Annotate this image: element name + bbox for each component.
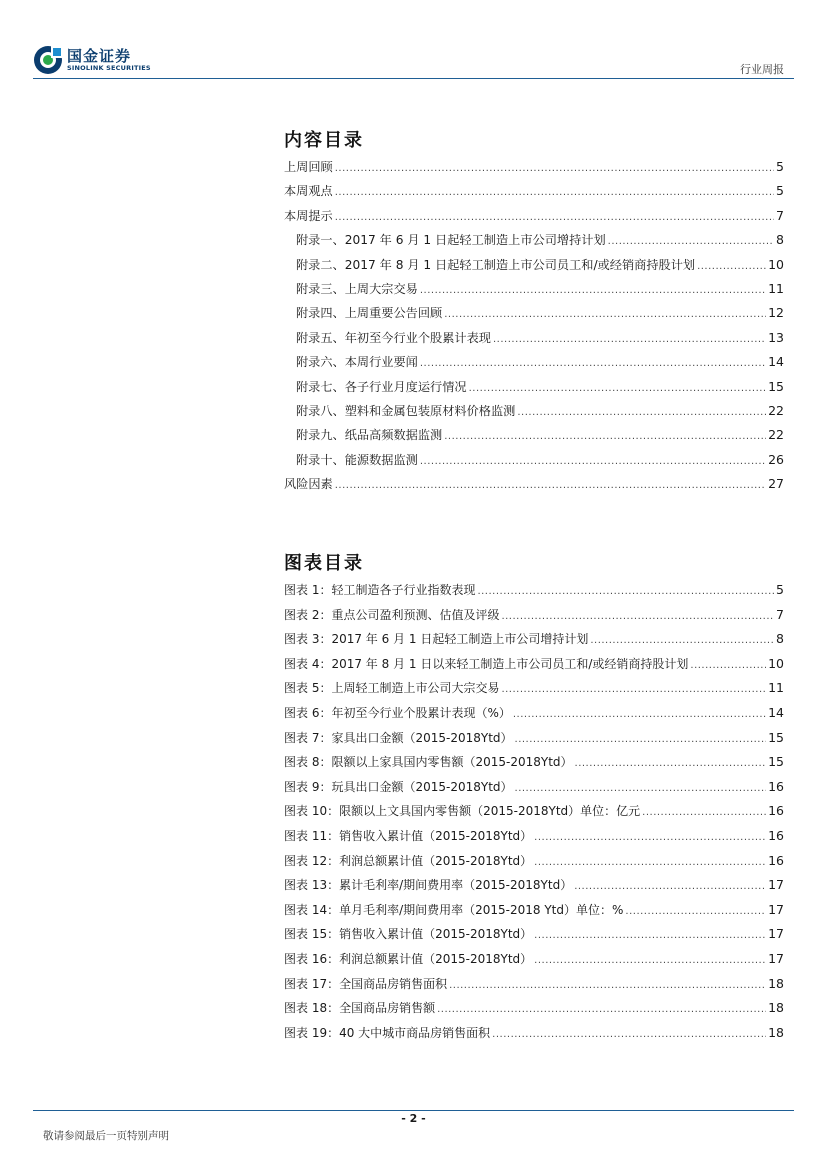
dot-leader <box>515 734 767 745</box>
toc-entry-label: 附录五、年初至今行业个股累计表现 <box>296 330 491 345</box>
figure-entry[interactable] <box>284 1024 784 1049</box>
dot-leader <box>335 187 774 198</box>
toc-entry[interactable] <box>284 256 784 280</box>
figure-entry[interactable] <box>284 950 784 975</box>
dot-leader <box>574 881 766 892</box>
page-header <box>0 0 827 80</box>
figure-entry-label: 图表 13：累计毛利率/期间费用率（2015-2018Ytd） <box>284 878 573 893</box>
toc-entry[interactable] <box>284 329 784 353</box>
toc-entry[interactable] <box>284 207 784 231</box>
figure-entry[interactable] <box>284 778 784 803</box>
toc-entry-page: 11 <box>768 280 784 296</box>
contents-title: 内容目录 <box>284 130 364 151</box>
figure-entry-page: 17 <box>768 926 784 942</box>
figure-entry-page: 16 <box>768 778 784 794</box>
figure-entry-label: 图表 1：轻工制造各子行业指数表现 <box>284 583 476 597</box>
dot-leader <box>517 407 766 418</box>
toc-entry[interactable] <box>284 353 784 377</box>
dot-leader <box>642 807 766 818</box>
figure-entry-page: 8 <box>776 631 784 647</box>
figure-entry[interactable] <box>284 852 784 877</box>
toc-entry[interactable] <box>284 426 784 450</box>
figures-title: 图表目录 <box>284 553 364 574</box>
toc-entry[interactable] <box>284 451 784 475</box>
dot-leader <box>608 236 774 247</box>
figure-entry-page: 10 <box>768 655 784 671</box>
dot-leader <box>420 285 766 296</box>
disclaimer-text: 敬请参阅最后一页特别声明 <box>43 1130 169 1142</box>
toc-entry[interactable] <box>284 304 784 328</box>
figure-entry-label: 图表 19：40 大中城市商品房销售面积 <box>284 1025 491 1040</box>
dot-leader <box>534 832 766 843</box>
sinolink-logo-icon <box>33 45 63 75</box>
page-number: - 2 - <box>401 1112 426 1125</box>
toc-entry-label: 本周提示 <box>284 208 333 223</box>
toc-entry-page: 13 <box>768 329 784 345</box>
toc-entry-page: 22 <box>768 402 784 418</box>
figure-entry[interactable] <box>284 925 784 950</box>
figure-entry[interactable] <box>284 975 784 1000</box>
figure-entry[interactable] <box>284 606 784 631</box>
dot-leader <box>690 660 766 671</box>
toc-entry-page: 22 <box>768 427 784 443</box>
toc-entry-page: 27 <box>768 476 784 492</box>
toc-entry-page: 5 <box>776 159 784 174</box>
figure-entry[interactable] <box>284 704 784 729</box>
figure-entry-label: 图表 17：全国商品房销售面积 <box>284 976 448 991</box>
toc-entry[interactable] <box>284 182 784 206</box>
toc-entry-page: 8 <box>776 232 784 248</box>
figure-entry[interactable] <box>284 901 784 926</box>
figure-entry-label: 图表 18：全国商品房销售额 <box>284 1001 436 1016</box>
figure-entry-page: 11 <box>768 680 784 696</box>
figure-entry-page: 15 <box>768 729 784 745</box>
dot-leader <box>335 480 766 491</box>
figure-entry-page: 17 <box>768 950 784 966</box>
toc-entry[interactable] <box>284 378 784 402</box>
figure-entry-page: 5 <box>776 582 784 597</box>
dot-leader <box>493 334 766 345</box>
toc-entry-page: 10 <box>768 256 784 272</box>
figure-entry-label: 图表 4：2017 年 8 月 1 日以来轻工制造上市公司员工和/或经销商持股计划 <box>284 656 689 671</box>
dot-leader <box>501 684 766 695</box>
toc-entry-page: 26 <box>768 451 784 467</box>
dot-leader <box>420 456 766 467</box>
toc-entry-label: 附录三、上周大宗交易 <box>296 281 418 296</box>
toc-entry-label: 附录六、本周行业要闻 <box>296 355 418 370</box>
toc-entry-page: 15 <box>768 378 784 394</box>
dot-leader <box>335 212 774 223</box>
figure-entry-page: 16 <box>768 803 784 819</box>
toc-entry[interactable] <box>284 280 784 304</box>
figure-entry-page: 17 <box>768 877 784 893</box>
figure-entry[interactable] <box>284 630 784 655</box>
toc-entry-label: 附录四、上周重要公告回顾 <box>296 306 443 321</box>
figure-entry-label: 图表 14：单月毛利率/期间费用率（2015-2018 Ytd）单位：% <box>284 902 624 917</box>
figure-entry[interactable] <box>284 802 784 827</box>
figure-entry-page: 17 <box>768 901 784 917</box>
figure-entry-label: 图表 10：限额以上文具国内零售额（2015-2018Ytd）单位：亿元 <box>284 804 641 819</box>
report-type-label: 行业周报 <box>740 63 784 76</box>
dot-leader <box>590 635 774 646</box>
figure-entry-page: 7 <box>776 606 784 622</box>
figure-entry-label: 图表 6：年初至今行业个股累计表现（%） <box>284 705 511 720</box>
figure-entry-label: 图表 8：限额以上家具国内零售额（2015-2018Ytd） <box>284 755 573 770</box>
figure-entry[interactable] <box>284 679 784 704</box>
header-divider <box>33 78 794 79</box>
brand-logo <box>33 45 151 75</box>
toc-entry-page: 7 <box>776 207 784 223</box>
toc-entry-label: 附录一、2017 年 6 月 1 日起轻工制造上市公司增持计划 <box>296 233 606 248</box>
toc-entry-page: 14 <box>768 354 784 370</box>
figure-entry-page: 14 <box>768 704 784 720</box>
toc-entry-page: 5 <box>776 183 784 199</box>
toc-entry-label: 附录二、2017 年 8 月 1 日起轻工制造上市公司员工和/或经销商持股计划 <box>296 257 696 272</box>
toc-entry[interactable] <box>284 231 784 255</box>
figure-entry-label: 图表 5：上周轻工制造上市公司大宗交易 <box>284 681 500 696</box>
toc-entry-label: 风险因素 <box>284 477 333 492</box>
figure-entry-label: 图表 15：销售收入累计值（2015-2018Ytd） <box>284 927 533 942</box>
footer-divider <box>33 1110 794 1111</box>
dot-leader <box>437 1004 766 1015</box>
figure-entry[interactable] <box>284 729 784 754</box>
figure-entry-label: 图表 12：利润总额累计值（2015-2018Ytd） <box>284 853 533 868</box>
figure-entry-page: 15 <box>768 754 784 770</box>
figure-entry[interactable] <box>284 827 784 852</box>
toc-entry-label: 本周观点 <box>284 184 333 199</box>
figure-entry-page: 16 <box>768 827 784 843</box>
toc-entry[interactable] <box>284 475 784 499</box>
toc-entry[interactable] <box>284 402 784 426</box>
dot-leader <box>697 261 766 272</box>
figure-entry[interactable] <box>284 655 784 680</box>
figure-entry-label: 图表 11：销售收入累计值（2015-2018Ytd） <box>284 828 533 843</box>
toc-entry-label: 附录十、能源数据监测 <box>296 452 418 467</box>
toc-entry-label: 上周回顾 <box>284 160 333 174</box>
dot-leader <box>469 383 766 394</box>
dot-leader <box>501 611 774 622</box>
figure-entry[interactable] <box>284 999 784 1024</box>
dot-leader <box>515 783 767 794</box>
dot-leader <box>534 955 766 966</box>
figure-entry-label: 图表 9：玩具出口金额（2015-2018Ytd） <box>284 779 513 794</box>
brand-name-cn: 国金证券 <box>67 46 132 65</box>
list-of-figures <box>284 581 784 1048</box>
figure-entry-label: 图表 7：家具出口金额（2015-2018Ytd） <box>284 730 513 745</box>
dot-leader <box>534 930 766 941</box>
dot-leader <box>444 309 766 320</box>
dot-leader <box>420 358 766 369</box>
brand-name-en: SINOLINK SECURITIES <box>67 63 151 72</box>
dot-leader <box>335 163 774 174</box>
dot-leader <box>444 431 766 442</box>
table-of-contents <box>284 158 784 499</box>
figure-entry-page: 16 <box>768 852 784 868</box>
dot-leader <box>575 758 767 769</box>
toc-entry[interactable] <box>284 158 784 182</box>
figure-entry-page: 18 <box>768 975 784 991</box>
toc-entry-page: 12 <box>768 305 784 321</box>
figure-entry-label: 图表 2：重点公司盈利预测、估值及评级 <box>284 607 500 622</box>
figure-entry-page: 18 <box>768 1024 784 1040</box>
figure-entry-label: 图表 3：2017 年 6 月 1 日起轻工制造上市公司增持计划 <box>284 632 589 647</box>
dot-leader <box>625 906 766 917</box>
toc-entry-label: 附录九、纸品高频数据监测 <box>296 428 443 443</box>
dot-leader <box>513 709 766 720</box>
dot-leader <box>492 1029 766 1040</box>
toc-entry-label: 附录七、各子行业月度运行情况 <box>296 379 467 394</box>
dot-leader <box>534 857 766 868</box>
figure-entry[interactable] <box>284 876 784 901</box>
dot-leader <box>477 586 774 597</box>
dot-leader <box>449 980 766 991</box>
figure-entry[interactable] <box>284 581 784 606</box>
figure-entry-page: 18 <box>768 1000 784 1016</box>
figure-entry[interactable] <box>284 753 784 778</box>
toc-entry-label: 附录八、塑料和金属包装原材料价格监测 <box>296 403 516 418</box>
figure-entry-label: 图表 16：利润总额累计值（2015-2018Ytd） <box>284 951 533 966</box>
